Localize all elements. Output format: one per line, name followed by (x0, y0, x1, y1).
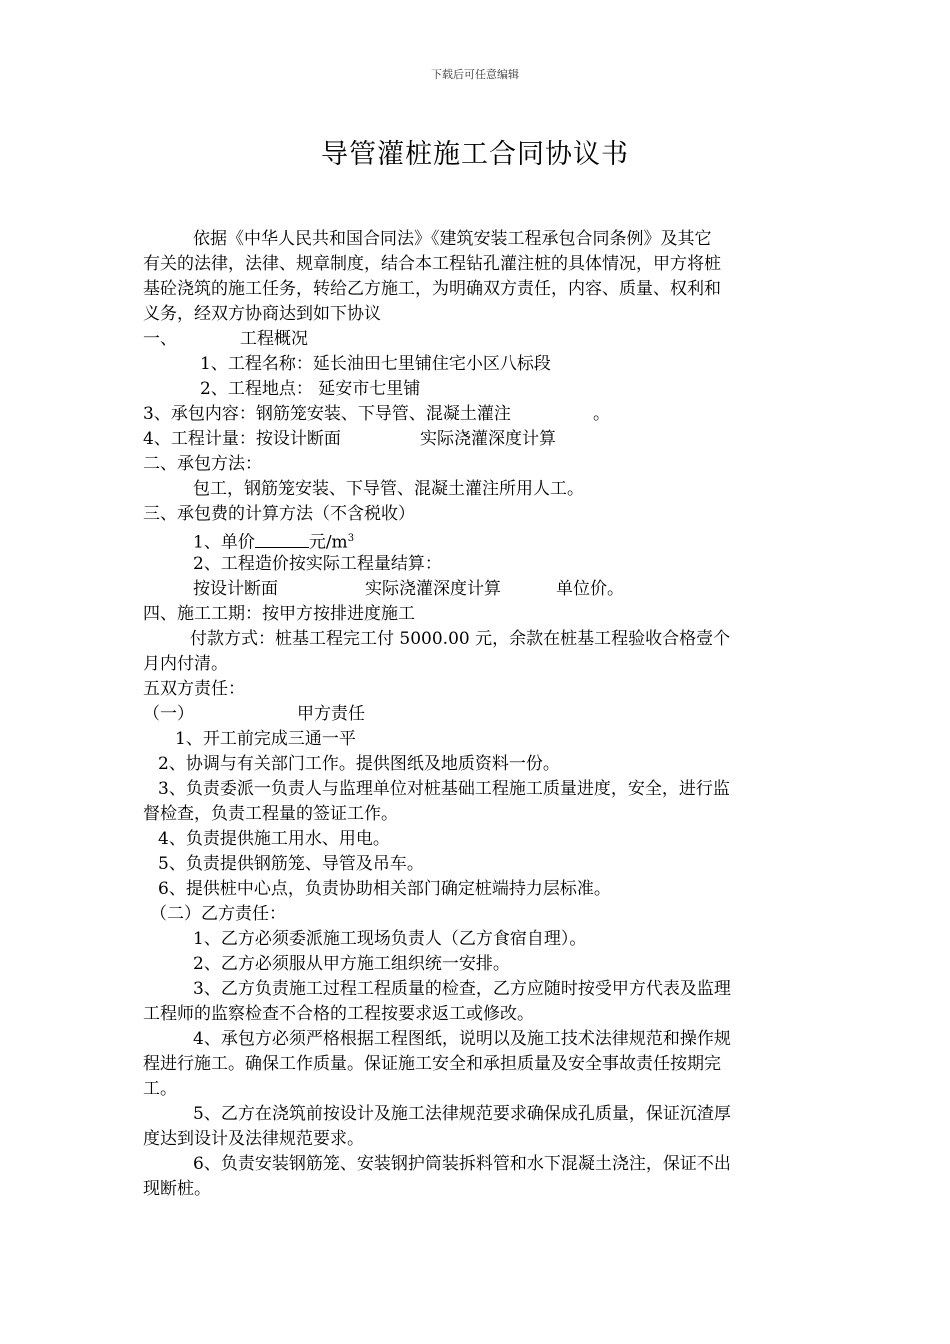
payment-line-2: 月内付清。 (143, 654, 228, 674)
intro-line-1: 依据《中华人民共和国合同法》《建筑安装工程承包合同条例》及其它 (193, 229, 712, 249)
party-b-item-4-cont-1: 程进行施工。确保工作质量。保证施工安全和承担质量及安全事故责任按期完 (143, 1054, 721, 1074)
section-3-heading: 三、承包费的计算方法（不含税收） (143, 504, 415, 524)
party-a-item-3: 3、负责委派一负责人与监理单位对桩基础工程施工质量进度，安全，进行监 (158, 779, 730, 799)
party-b-item-3: 3、乙方负责施工过程工程质量的检查，乙方应随时按受甲方代表及监理 (193, 979, 731, 999)
section-1-item-2: 2、工程地点： 延安市七里铺 (200, 379, 421, 399)
section-1-item-3-period: 。 (593, 404, 610, 424)
section-3-calc-c: 单位价。 (556, 579, 624, 599)
section-1-heading: 工程概况 (240, 329, 308, 349)
section-2-heading: 二、承包方法： (143, 454, 262, 474)
party-b-item-6: 6、负责安装钢筋笼、安装钢护筒装拆料管和水下混凝土浇注，保证不出 (193, 1154, 731, 1174)
section-4-heading: 四、施工工期：按甲方按排进度施工 (143, 604, 415, 624)
party-a-item-1: 1、开工前完成三通一平 (175, 729, 356, 749)
party-b-item-2: 2、乙方必须服从甲方施工组织统一安排。 (193, 954, 510, 974)
section-2-body: 包工，钢筋笼安装、下导管、混凝土灌注所用人工。 (193, 479, 584, 499)
unit-price-superscript: 3 (347, 533, 355, 544)
party-a-item-5: 5、负责提供钢筋笼、导管及吊车。 (158, 854, 424, 874)
section-5-heading: 五双方责任： (143, 679, 245, 699)
unit-price-unit: 元/m (308, 532, 348, 553)
unit-price-line (193, 528, 354, 554)
party-b-item-5-cont: 度达到设计及法律规范要求。 (143, 1129, 364, 1149)
section-3-calc-b: 实际浇灌深度计算 (365, 579, 501, 599)
unit-price-label: 1、单价 (193, 532, 255, 553)
party-b-item-1: 1、乙方必须委派施工现场负责人（乙方食宿自理）。 (193, 929, 587, 949)
intro-line-3: 基砼浇筑的施工任务，转给乙方施工，为明确双方责任，内容、质量、权利和 (143, 279, 721, 299)
section-1-item-4: 4、工程计量：按设计断面 (143, 429, 341, 449)
party-b-heading: （二）乙方责任： (150, 904, 286, 924)
party-a-item-2: 2、协调与有关部门工作。提供图纸及地质资料一份。 (158, 754, 560, 774)
party-a-item-6: 6、提供桩中心点，负责协助相关部门确定桩端持力层标准。 (158, 879, 611, 899)
party-a-heading: 甲方责任 (297, 704, 365, 724)
intro-line-2: 有关的法律，法律、规章制度，结合本工程钻孔灌注桩的具体情况，甲方将桩 (143, 254, 721, 274)
party-a-number: （一） (143, 704, 194, 724)
section-3-calc-a: 按设计断面 (193, 579, 278, 599)
party-b-item-4: 4、承包方必须严格根据工程图纸，说明以及施工技术法律规范和操作规 (193, 1029, 731, 1049)
section-1-number: 一、 (143, 329, 177, 349)
party-b-item-4-cont-2: 工。 (143, 1079, 177, 1099)
section-1-item-3: 3、承包内容：钢筋笼安装、下导管、混凝土灌注 (143, 404, 511, 424)
unit-price-blank (255, 531, 309, 548)
party-b-item-3-cont: 工程师的监察检查不合格的工程按要求返工或修改。 (143, 1004, 534, 1024)
party-b-item-5: 5、乙方在浇筑前按设计及施工法律规范要求确保成孔质量，保证沉渣厚 (193, 1104, 731, 1124)
payment-line-1: 付款方式：桩基工程完工付 5000.00 元，余款在桩基工程验收合格壹个 (190, 629, 731, 649)
section-1-item-4-b: 实际浇灌深度计算 (420, 429, 556, 449)
header-note: 下载后可任意编辑 (431, 68, 519, 81)
page-title: 导管灌桩施工合同协议书 (321, 139, 629, 170)
party-b-item-6-cont: 现断桩。 (143, 1179, 211, 1199)
party-a-item-3-cont: 督检查，负责工程量的签证工作。 (143, 804, 398, 824)
section-1-item-1: 1、工程名称：延长油田七里铺住宅小区八标段 (200, 354, 551, 374)
party-a-item-4: 4、负责提供施工用水、用电。 (158, 829, 390, 849)
intro-line-4: 义务，经双方协商达到如下协议 (143, 304, 381, 324)
section-3-item-2: 2、工程造价按实际工程量结算： (193, 554, 442, 574)
